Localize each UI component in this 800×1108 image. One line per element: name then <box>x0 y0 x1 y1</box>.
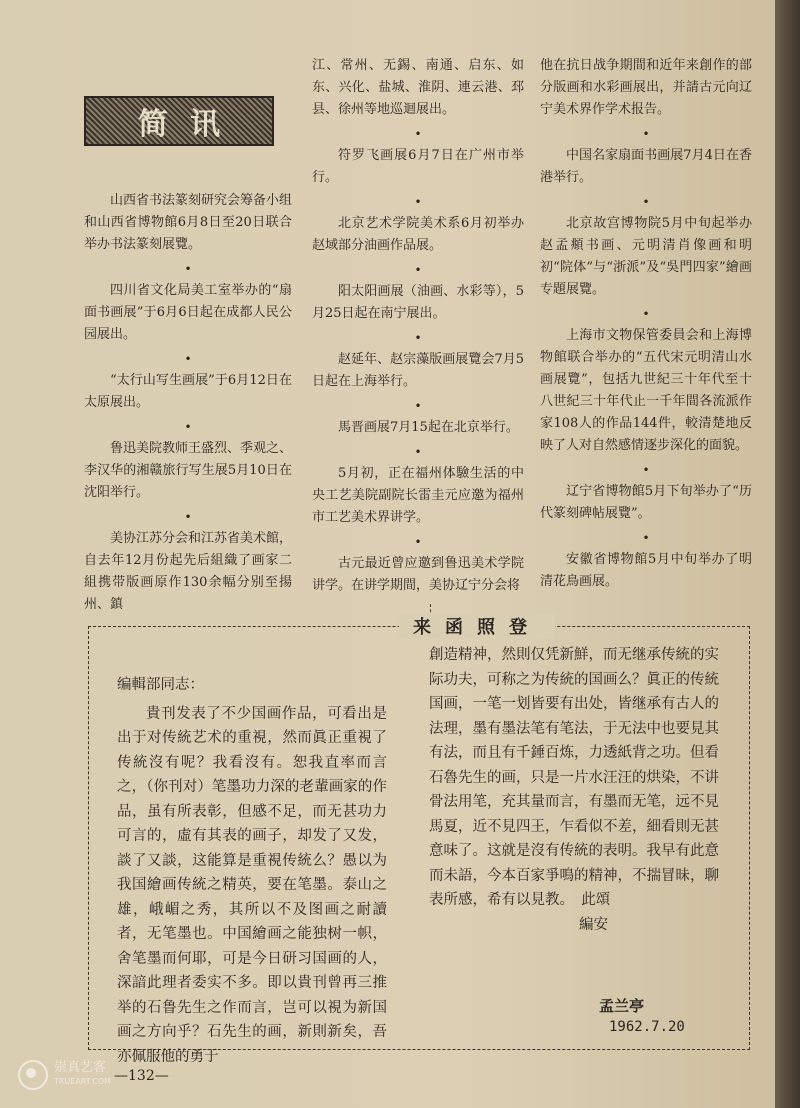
letter-closing: 編安 <box>579 916 608 933</box>
page-number: —132— <box>114 1068 169 1084</box>
separator-dot: • <box>414 127 422 141</box>
separator-dot: • <box>642 195 650 209</box>
news-column-3 <box>540 55 752 599</box>
letter-body-part-1: 貴刊发表了不少国画作品，可看出是出于对传統艺术的重視，然而眞正重視了传統沒有呢？我看沒有。恕我直率而言之，（你刊对）笔墨功力深的老輩画家的作品，虽有所表彰，但感不足，而无甚功力可言的，虛有其表的画子，却发了又发，談了又談，这能算是重視传統么？愚以为我国繪画传統之精英，要在笔墨。泰山之雄，峨嵋之秀，其所以不及图画之耐讀者，无笔墨也。中国繪画之能独树一帜，舍笔墨而何耶，可是今日研习国画的人，深諳此理者委实不多。即以貴刊曾再三推举的石鲁先生之作而言，岂可以視为新国画之方向乎？石先生的画，新則新矣，吾亦佩服他的勇于 <box>117 705 387 1065</box>
watermark-name: 崇真艺客 <box>54 1060 107 1075</box>
news-item: 美协江苏分会和江苏省美术館，自去年12月份起先后組織了画家二組携带版画原作130余幅分别至揚州、鎮 <box>84 531 293 612</box>
separator-dot: • <box>184 420 192 434</box>
news-item: 赵延年、赵宗藻版画展覽会7月5日起在上海举行。 <box>312 352 524 389</box>
letter-column-2 <box>429 643 719 937</box>
news-item: 古元最近曾应邀到鲁迅美术学院讲学。在讲学期間，美协辽宁分会将 <box>312 556 524 593</box>
news-item: “太行山写生画展”于6月12日在太原展出。 <box>84 373 292 410</box>
news-masthead <box>84 96 274 146</box>
news-item: 阳太阳画展（油画、水彩等），5月25日起在南宁展出。 <box>312 284 524 321</box>
news-item: 安徽省博物館5月中旬举办了明清花鳥画展。 <box>540 552 752 589</box>
news-column-2 <box>312 55 524 603</box>
letter-body-part-2: 創造精神，然則仅凭新鮮，而无继承传統的实际功夫，可称之为传統的国画么？眞正的传統国画，一笔一划皆要有出处，皆继承有古人的法理，墨有墨法笔有笔法，于无法中也要見其有法，而且有千錘百炼，力透紙背之功。但看石魯先生的画，只是一片水汪汪的烘染，不讲骨法用笔，充其量而言，有墨而无笔，远不見馬夏，近不見四王，乍看似不差，細看則无甚意味了。这就是沒有传統的表明。我早有此意而未語，今本百家爭鳴的精神，不揣冒昧，聊表所感，希有以見教。 此頌 <box>429 647 719 908</box>
separator-dot: • <box>642 531 650 545</box>
watermark-text <box>54 1061 111 1089</box>
separator-dot: • <box>414 535 422 549</box>
separator-dot: • <box>642 307 650 321</box>
watermark-logo-icon <box>18 1060 48 1090</box>
news-item: 馬晋画展7月15起在北京举行。 <box>338 420 519 435</box>
news-item: 5月初，正在福州体驗生活的中央工艺美院副院长雷圭元应邀为福州市工艺美术界讲学。 <box>312 466 524 525</box>
news-item: 北京故宫博物院5月中旬起举办赵孟頫书画、元明清肖像画和明初“院体”与“浙派”及“吳門四家”繪画专題展覽。 <box>540 216 752 297</box>
news-item: 鲁迅美院教师王盛烈、季观之、李汉华的湘赣旅行写生展5月10日在沈阳举行。 <box>84 441 293 500</box>
watermark <box>18 1060 111 1090</box>
separator-dot: • <box>414 331 422 345</box>
news-item: 北京艺术学院美术系6月初举办赵域部分油画作品展。 <box>312 216 524 253</box>
news-item-continued: 他在抗日战争期間和近年来創作的部分版画和水彩画展出，并請古元向辽宁美术界作学术报告。 <box>540 58 752 117</box>
news-column-1 <box>84 190 292 622</box>
separator-dot: • <box>184 262 192 276</box>
news-item: 四川省文化局美工室举办的“扇面书画展”于6月6日起在成都人民公园展出。 <box>84 283 292 342</box>
news-item: 辽宁省博物館5月下旬举办了“历代篆刻碑帖展覽”。 <box>540 484 752 521</box>
separator-dot: • <box>642 127 650 141</box>
news-item: 上海市文物保管委員会和上海博物館联合举办的“五代宋元明清山水画展覽”，包括九世紀三十年代至十八世紀三十年代止一千年間各流派作家108人的作品144件，較清楚地反映了人对自然感情逐步深化的面貌。 <box>540 328 752 453</box>
separator-dot: • <box>414 399 422 413</box>
separator-dot: • <box>414 195 422 209</box>
letter-title: 来函照登 <box>399 613 555 639</box>
separator-dot: • <box>642 463 650 477</box>
news-item-continued: 江、常州、无錫、南通、启东、如东、兴化、盐城、淮阴、連云港、邳县、徐州等地巡迴展出。 <box>312 58 524 117</box>
separator-dot: • <box>184 352 192 366</box>
letter-salutation: 编輯部同志： <box>117 677 204 693</box>
letter-signature: 孟兰亭 <box>599 997 645 1015</box>
book-spine-shadow <box>775 0 800 1108</box>
news-item: 符罗飞画展6月7日在广州市举行。 <box>312 148 524 185</box>
watermark-url: TRUEART.COM <box>54 1077 112 1086</box>
masthead-title: 简讯 <box>138 107 242 142</box>
letter-column-1 <box>117 673 387 1069</box>
separator-dot: • <box>414 263 422 277</box>
separator-dot: • <box>184 510 192 524</box>
news-item: 山西省书法篆刻研究会筹备小组和山西省博物館6月8日至20日联合举办书法篆刻展覽。 <box>84 193 293 252</box>
letter-box <box>88 617 750 1065</box>
letter-date: 1962.7.20 <box>609 1019 685 1035</box>
separator-dot: • <box>414 445 422 459</box>
news-item: 中国名家扇面书画展7月4日在香港举行。 <box>540 148 752 185</box>
